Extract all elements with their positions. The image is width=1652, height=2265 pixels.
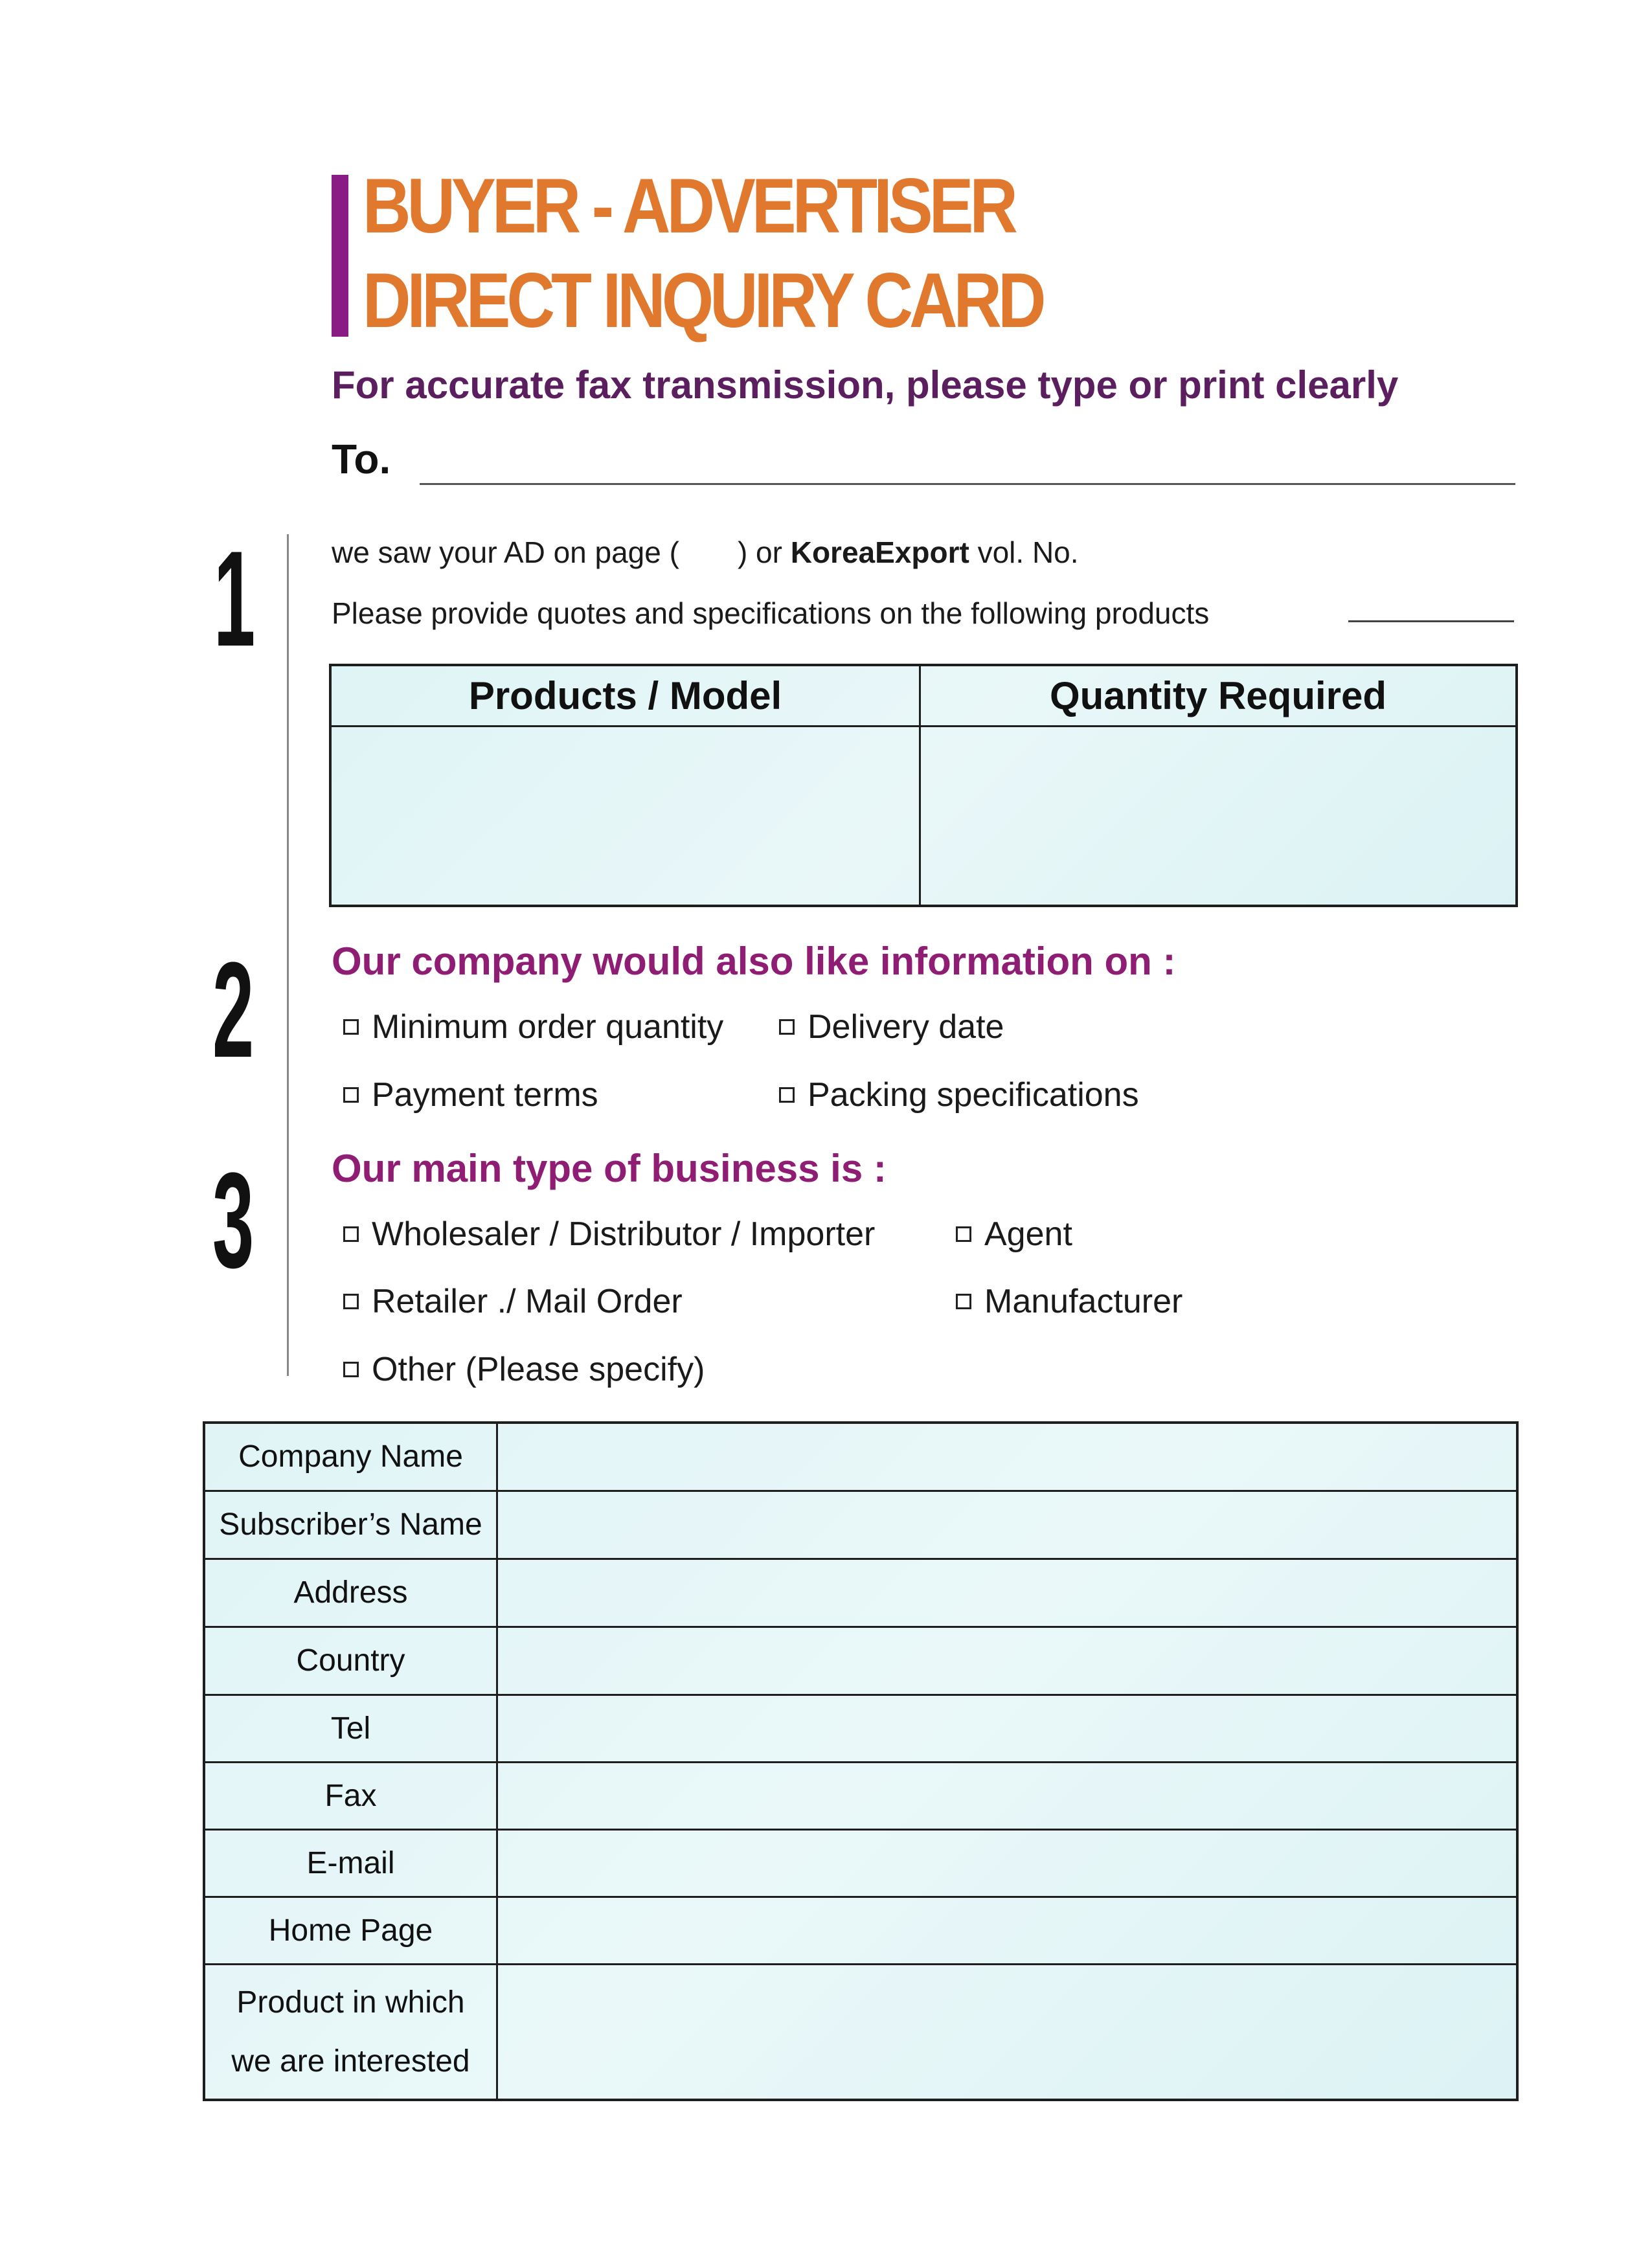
products-column[interactable] [332,666,921,905]
title-line-1: BUYER - ADVERTISER [363,163,1014,249]
tel-label: Tel [205,1696,498,1761]
quantity-required-header: Quantity Required [921,666,1515,727]
title-accent-bar [332,175,348,337]
section-number-2: 2 [212,934,255,1086]
option-label: Minimum order quantity [372,1008,724,1046]
product-interest-label-line1: Product in which [236,1985,465,2020]
section-number-3: 3 [212,1144,255,1296]
option-minimum-order-quantity[interactable] [343,1008,723,1046]
tel-field[interactable] [498,1696,1516,1761]
subtitle: For accurate fax transmission, please type or print clearly [332,363,1399,407]
ad-brand: KoreaExport [790,535,969,569]
checkbox[interactable] [343,1019,359,1035]
table-row [205,1898,1516,1965]
section-number-1: 1 [214,523,256,675]
table-row [205,1831,1516,1898]
table-row [205,1424,1516,1492]
option-label: Other (Please specify) [372,1351,705,1388]
to-field-line[interactable] [420,483,1515,485]
home-page-field[interactable] [498,1898,1516,1963]
checkbox[interactable] [779,1087,795,1103]
address-label: Address [205,1560,498,1626]
ad-text-start: we saw your AD on page ( [332,535,679,569]
ad-reference-text [332,535,1079,570]
subscriber-name-label: Subscriber’s Name [205,1492,498,1558]
info-heading: Our company would also like information on : [332,940,1176,983]
table-row [205,1965,1516,2099]
checkbox[interactable] [343,1087,359,1103]
option-delivery-date[interactable] [779,1008,1004,1046]
ad-text-end: vol. No. [969,535,1079,569]
option-label: Manufacturer [984,1283,1183,1320]
email-field[interactable] [498,1831,1516,1896]
table-row [205,1696,1516,1763]
table-row [205,1763,1516,1831]
business-type-heading: Our main type of business is : [332,1147,887,1190]
table-row [205,1628,1516,1696]
table-row [205,1560,1516,1628]
title-line-2: DIRECT INQUIRY CARD [363,257,1043,344]
checkbox[interactable] [956,1294,971,1309]
home-page-label: Home Page [205,1898,498,1963]
country-field[interactable] [498,1628,1516,1694]
products-table [329,664,1518,907]
product-interest-label [205,1965,498,2099]
option-label: Retailer ./ Mail Order [372,1283,683,1320]
option-manufacturer[interactable] [956,1282,1182,1321]
email-label: E-mail [205,1831,498,1896]
to-label: To. [332,436,391,482]
checkbox[interactable] [343,1226,359,1242]
table-row [205,1492,1516,1560]
option-packing-specifications[interactable] [779,1076,1139,1114]
checkbox[interactable] [343,1362,359,1377]
request-text: Please provide quotes and specifications on the following products [332,596,1210,630]
option-label: Wholesaler / Distributor / Importer [372,1215,876,1253]
option-payment-terms[interactable] [343,1076,598,1114]
product-interest-field[interactable] [498,1965,1516,2099]
company-name-label: Company Name [205,1424,498,1490]
option-label: Agent [984,1215,1072,1253]
option-agent[interactable] [956,1215,1072,1254]
option-retailer[interactable] [343,1282,683,1321]
checkbox[interactable] [956,1226,971,1242]
option-label: Packing specifications [808,1076,1139,1114]
option-label: Delivery date [808,1008,1004,1046]
checkbox[interactable] [779,1019,795,1035]
address-field[interactable] [498,1560,1516,1626]
contact-info-table [203,1421,1519,2101]
company-name-field[interactable] [498,1424,1516,1490]
quantity-column[interactable] [921,666,1515,905]
request-field-line[interactable] [1348,620,1514,622]
fax-field[interactable] [498,1763,1516,1829]
product-interest-label-line2: we are interested [231,2044,470,2079]
section-divider-rule [287,534,289,1376]
products-model-header: Products / Model [332,666,919,727]
fax-label: Fax [205,1763,498,1829]
option-wholesaler[interactable] [343,1215,875,1254]
country-label: Country [205,1628,498,1694]
option-other[interactable] [343,1350,705,1389]
ad-text-mid: ) or [737,535,791,569]
checkbox[interactable] [343,1294,359,1309]
option-label: Payment terms [372,1076,598,1114]
subscriber-name-field[interactable] [498,1492,1516,1558]
